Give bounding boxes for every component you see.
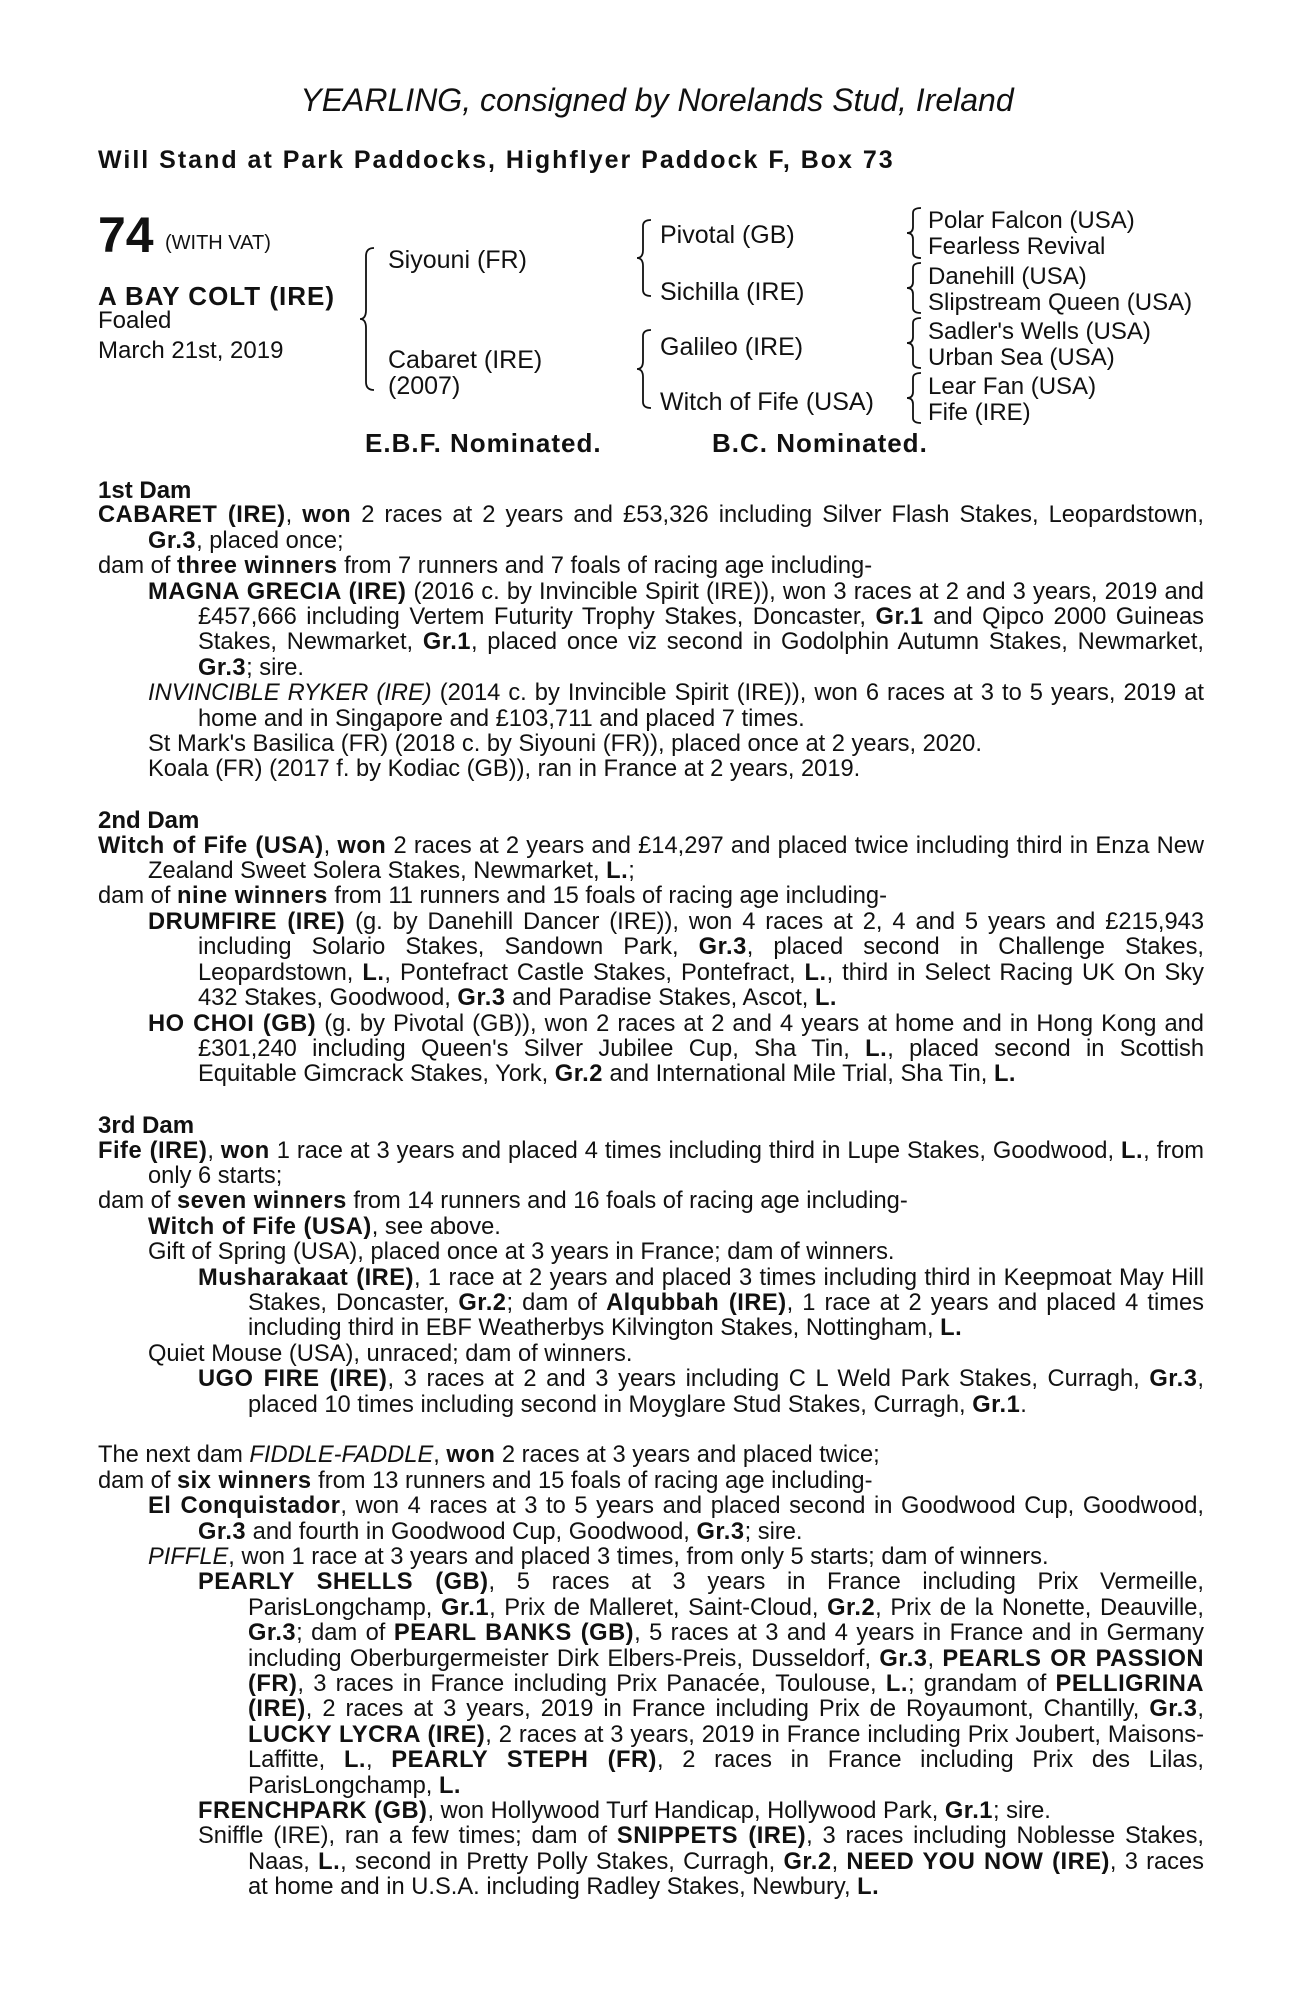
foaled-label: Foaled	[98, 307, 172, 334]
pedigree-bracket-g4-2	[911, 263, 923, 313]
second-dam-progeny-1: DRUMFIRE (IRE) (g. by Danehill Dancer (IRE)), won 4 races at 2, 4 and 5 years and £215,943 including Solario Stakes, Sandown Park, Gr.3, placed second in Challenge Stakes, Leopardstown, L., Pontefract Castle Stakes, Pontefract, L., third in Select Racing UK On Sky 432 Stakes, Goodwood, Gr.3 and Paradise Stakes, Ascot, L.	[148, 908, 1205, 1012]
consignment-header: YEARLING, consigned by Norelands Stud, Ireland	[300, 82, 1014, 118]
pedigree-g4-6: Urban Sea (USA)	[928, 344, 1115, 371]
pedigree-sire: Siyouni (FR)	[388, 246, 527, 274]
first-dam-progeny-1: MAGNA GRECIA (IRE) (2016 c. by Invincible Spirit (IRE)), won 3 races at 2 and 3 years, 2019 and £457,666 including Vertem Futurity Trophy Stakes, Doncaster, Gr.1 and Qipco 2000 Guineas Stakes, Newmarket, Gr.1, placed once viz second in Godolphin Autumn Stakes, Newmarket, Gr.3; sire.	[148, 578, 1204, 681]
pedigree-bracket-sire-dam	[364, 248, 376, 390]
bc-nomination: B.C. Nominated.	[712, 428, 928, 458]
second-dam-record: Witch of Fife (USA), won 2 races at 2 years and £14,297 and placed twice including third in Enza New Zealand Sweet Solera Stakes, Newmarket, L.;	[98, 832, 1204, 885]
third-dam-line-1: Witch of Fife (USA), see above.	[148, 1213, 501, 1240]
first-dam-progeny-4: Koala (FR) (2017 f. by Kodiac (GB)), ran in France at 2 years, 2019.	[148, 756, 861, 783]
next-dam-record: The next dam FIDDLE-FADDLE, won 2 races at 3 years and placed twice;	[98, 1442, 880, 1469]
next-dam-line-3: PEARLY SHELLS (GB), 5 races at 3 years in France including Prix Vermeille, ParisLongchamp, Gr.1, Prix de Malleret, Saint-Cloud, Gr.2, Prix de la Nonette, Deauville, Gr.3; dam of PEARL BANKS (GB), 5 races at 3 and 4 years in France and in Germany including Oberburgermeister Dirk Elbers-Preis, Dusseldorf, Gr.3, PEARLS OR PASSION (FR), 3 races in France including Prix Panacée, Toulouse, L.; grandam of PELLIGRINA (IRE), 2 races at 3 years, 2019 in France including Prix de Royaumont, Chantilly, Gr.3, LUCKY LYCRA (IRE), 2 races at 3 years, 2019 in France including Prix Joubert, Maisons-Laffitte, L., PEARLY STEPH (FR), 2 races in France including Prix des Lilas, ParisLongchamp, L.	[198, 1569, 1205, 1799]
second-dam-produce: dam of nine winners from 11 runners and 15 foals of racing age including-	[98, 883, 887, 910]
pedigree-dam-year: (2007)	[388, 372, 461, 400]
next-dam-produce: dam of six winners from 13 runners and 15 foals of racing age including-	[98, 1467, 873, 1494]
second-dam-heading: 2nd Dam	[98, 807, 200, 835]
foaled-info	[98, 306, 283, 366]
location-line: Will Stand at Park Paddocks, Highflyer Paddock F, Box 73	[98, 146, 895, 174]
third-dam-line-3: Musharakaat (IRE), 1 race at 2 years and placed 3 times including third in Keepmoat May Hill Stakes, Doncaster, Gr.2; dam of Alqubbah (IRE), 1 race at 2 years and placed 4 times including third in EBF Weatherbys Kilvington Stakes, Nottingham, L.	[198, 1264, 1204, 1342]
third-dam-produce: dam of seven winners from 14 runners and 16 foals of racing age including-	[98, 1188, 908, 1215]
pedigree-dam: Cabaret (IRE)	[388, 346, 543, 374]
vat-label: (WITH VAT)	[165, 232, 271, 254]
lot-number: 74	[98, 207, 154, 263]
first-dam-record: CABARET (IRE), won 2 races at 2 years and £53,326 including Silver Flash Stakes, Leopardstown, Gr.3, placed once;	[98, 502, 1204, 554]
pedigree-g4-8: Fife (IRE)	[928, 399, 1031, 426]
next-dam-line-5: Sniffle (IRE), ran a few times; dam of SNIPPETS (IRE), 3 races including Noblesse Stakes, Naas, L., second in Pretty Polly Stakes, Curragh, Gr.2, NEED YOU NOW (IRE), 3 races at home and in U.S.A. including Radley Stakes, Newbury, L.	[198, 1823, 1205, 1901]
first-dam-progeny-3: St Mark's Basilica (FR) (2018 c. by Siyouni (FR)), placed once at 2 years, 2020.	[148, 731, 982, 758]
pedigree-bracket-g4-3	[911, 318, 923, 368]
third-dam-record: Fife (IRE), won 1 race at 3 years and placed 4 times including third in Lupe Stakes, Goodwood, L., from only 6 starts;	[98, 1137, 1205, 1189]
first-dam-heading: 1st Dam	[98, 477, 192, 504]
next-dam-line-1: El Conquistador, won 4 races at 3 to 5 years and placed second in Goodwood Cup, Goodwood, Gr.3 and fourth in Goodwood Cup, Goodwood, Gr.3; sire.	[148, 1493, 1204, 1545]
third-dam-line-2: Gift of Spring (USA), placed once at 3 years in France; dam of winners.	[148, 1239, 895, 1266]
second-dam-progeny-2: HO CHOI (GB) (g. by Pivotal (GB)), won 2 races at 2 and 4 years at home and in Hong Kong and £301,240 including Queen's Silver Jubilee Cup, Sha Tin, L., placed second in Scottish Equitable Gimcrack Stakes, York, Gr.2 and International Mile Trial, Sha Tin, L.	[148, 1010, 1204, 1088]
pedigree-bracket-g4-1	[911, 208, 923, 258]
catalogue-body	[98, 478, 1204, 1901]
pedigree-g4-7: Lear Fan (USA)	[928, 373, 1097, 400]
third-dam-line-4: Quiet Mouse (USA), unraced; dam of winners.	[148, 1340, 633, 1367]
pedigree-bracket-dam	[641, 330, 653, 408]
pedigree-dam-dam: Witch of Fife (USA)	[660, 388, 874, 416]
pedigree-bracket-g4-4	[911, 373, 923, 423]
next-dam-line-4: FRENCHPARK (GB), won Hollywood Turf Handicap, Hollywood Park, Gr.1; sire.	[198, 1798, 1051, 1825]
third-dam-heading: 3rd Dam	[98, 1112, 195, 1140]
pedigree-bracket-sire	[641, 220, 653, 296]
pedigree-dam-sire: Galileo (IRE)	[660, 333, 804, 361]
third-dam-line-5: UGO FIRE (IRE), 3 races at 2 and 3 years including C L Weld Park Stakes, Curragh, Gr.3, placed 10 times including second in Moyglare Stud Stakes, Curragh, Gr.1.	[198, 1366, 1205, 1418]
pedigree-g4-1: Polar Falcon (USA)	[928, 207, 1135, 234]
lot-name: A BAY COLT (IRE)	[98, 281, 336, 311]
pedigree-g4-3: Danehill (USA)	[928, 263, 1087, 290]
pedigree-g4-4: Slipstream Queen (USA)	[928, 289, 1193, 316]
ebf-nomination: E.B.F. Nominated.	[365, 428, 602, 458]
pedigree-g4-2: Fearless Revival	[928, 233, 1106, 260]
first-dam-produce: dam of three winners from 7 runners and 7 foals of racing age including-	[98, 553, 873, 580]
next-dam-line-2: PIFFLE, won 1 race at 3 years and placed 3 times, from only 5 starts; dam of winners.	[148, 1544, 1049, 1571]
pedigree-sire-dam: Sichilla (IRE)	[660, 278, 805, 306]
first-dam-progeny-2: INVINCIBLE RYKER (IRE) (2014 c. by Invincible Spirit (IRE)), won 6 races at 3 to 5 years, 2019 at home and in Singapore and £103,711 and placed 7 times.	[148, 680, 1204, 732]
pedigree-g4-5: Sadler's Wells (USA)	[928, 318, 1151, 345]
foaled-date: March 21st, 2019	[98, 337, 284, 364]
pedigree-sire-sire: Pivotal (GB)	[660, 221, 795, 249]
